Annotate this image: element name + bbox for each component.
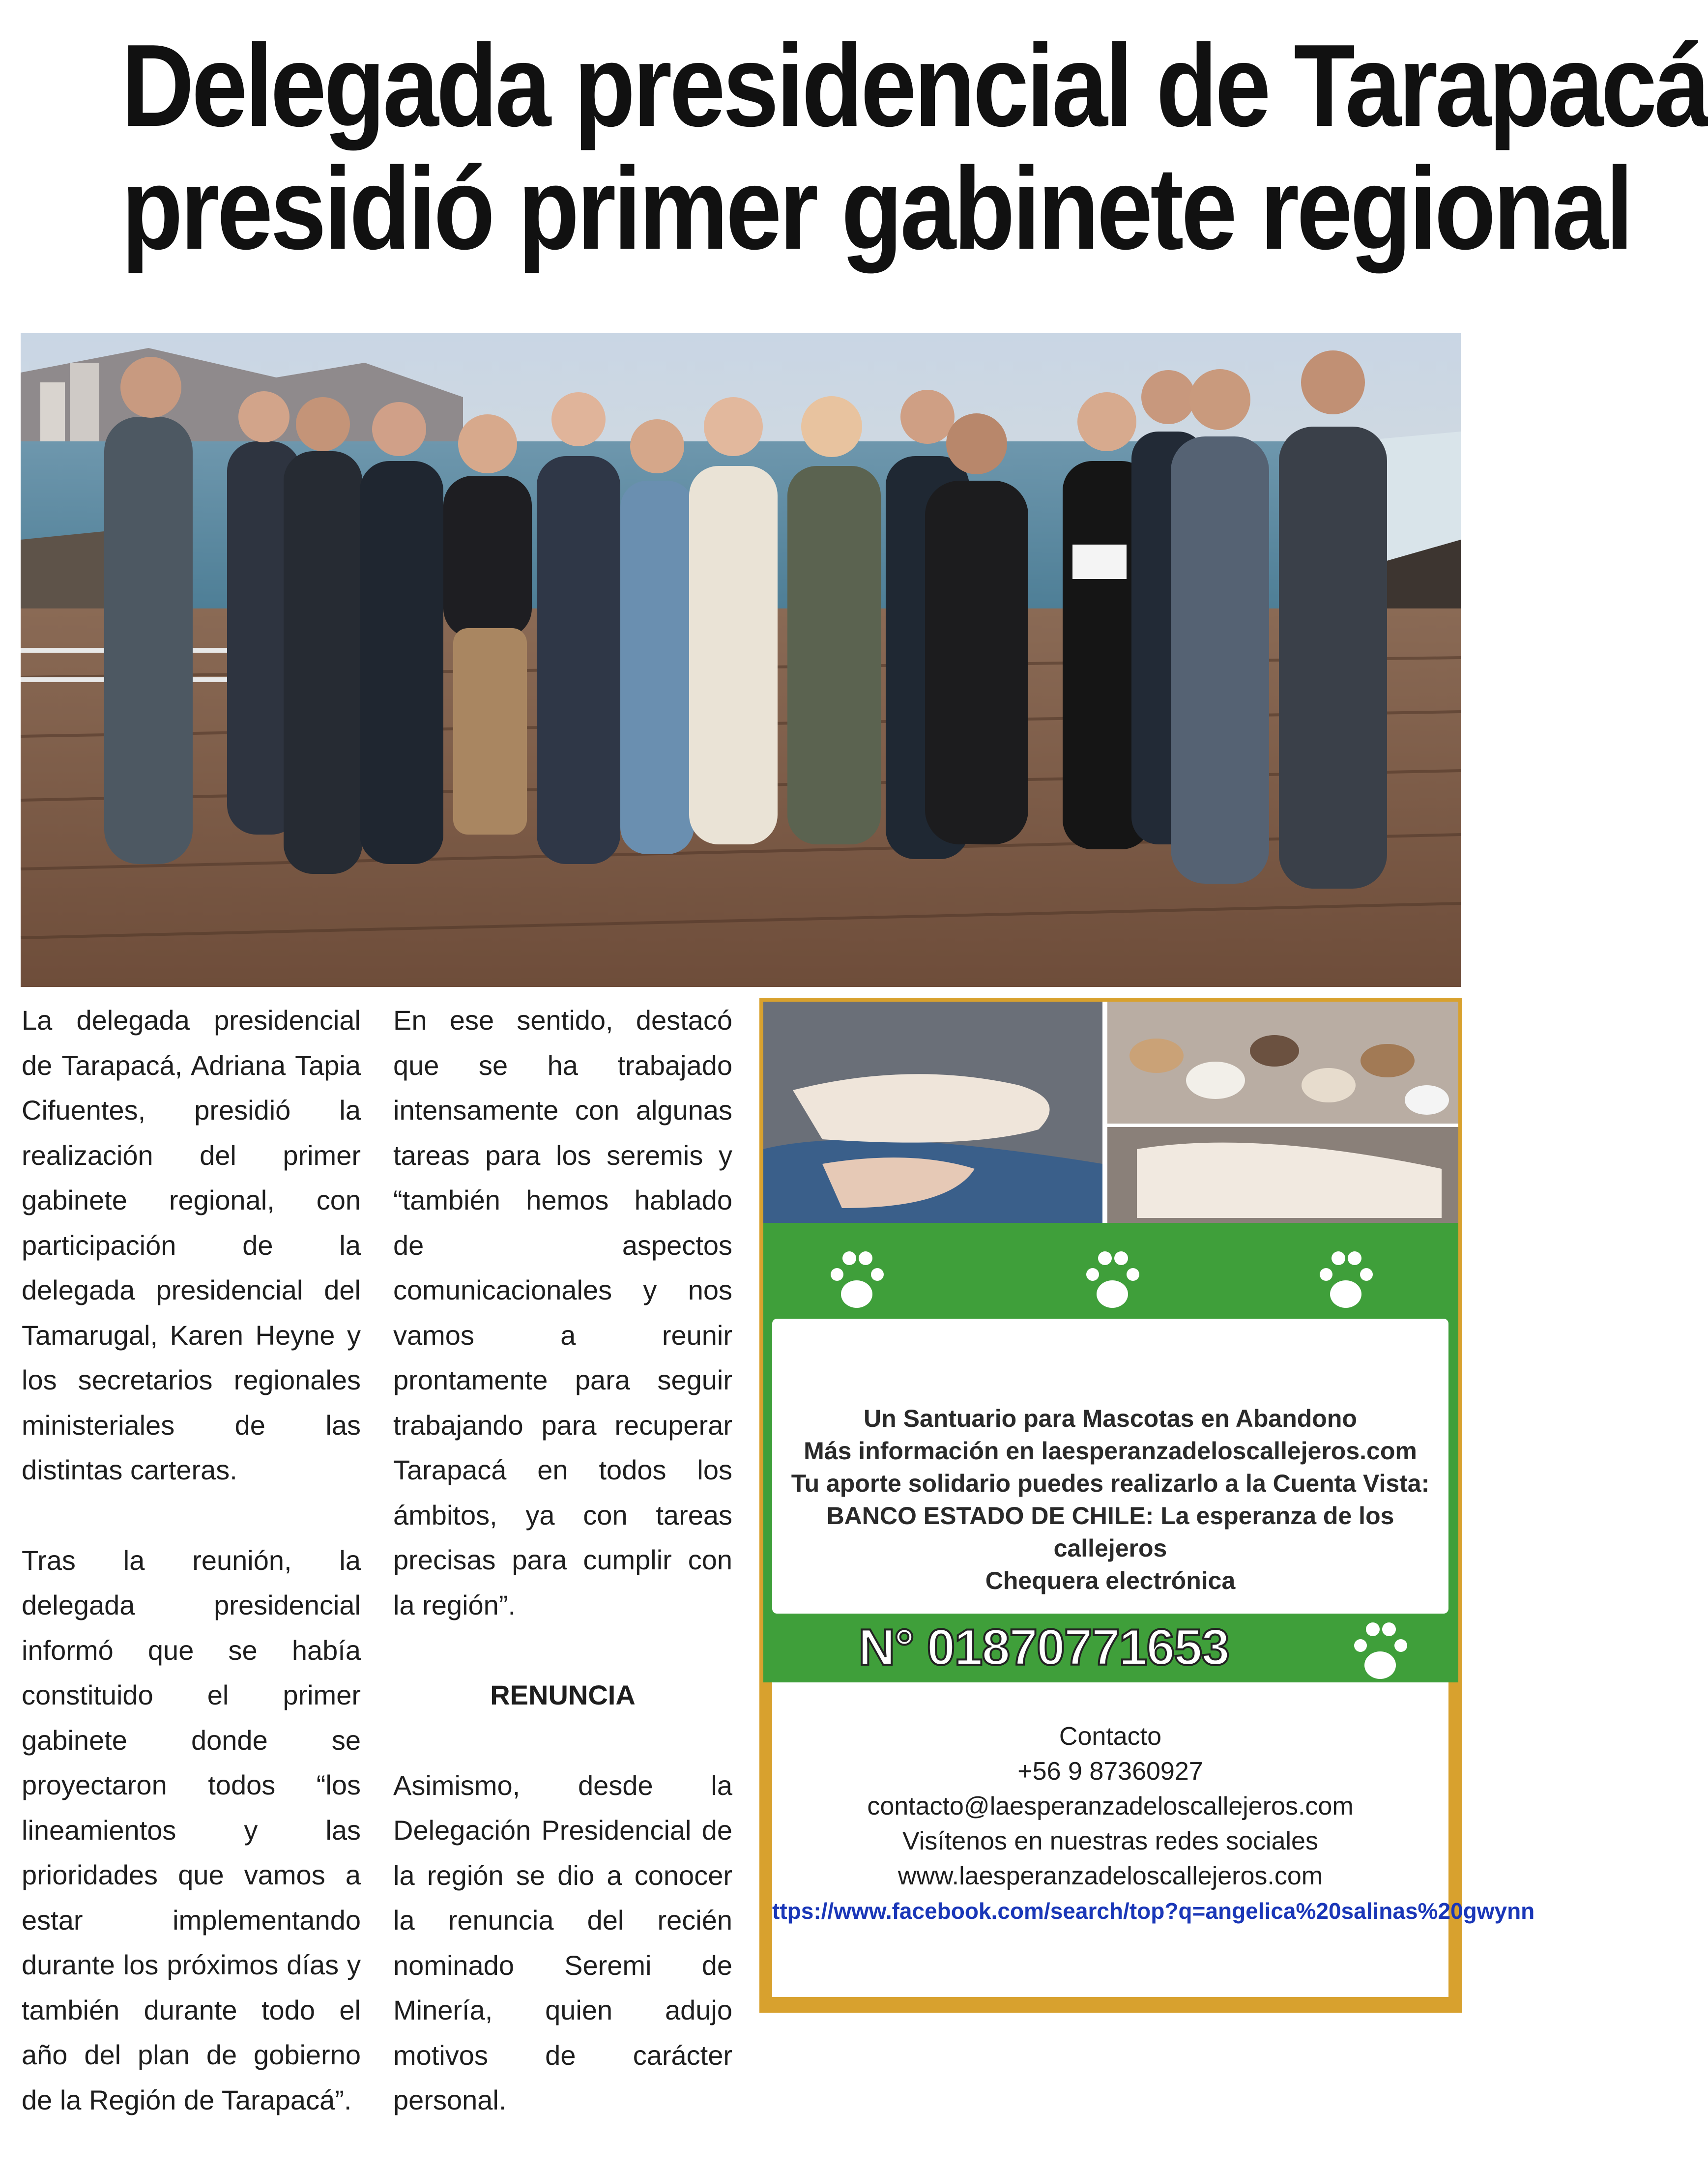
section-subhead: RENUNCIA — [490, 1679, 636, 1710]
paw-icon — [1083, 1247, 1142, 1311]
contact-phone: +56 9 87360927 — [1017, 1757, 1203, 1786]
ad-line: BANCO ESTADO DE CHILE: La esperanza de los callejeros — [826, 1502, 1394, 1562]
ad-line: Chequera electrónica — [985, 1567, 1236, 1594]
headline — [121, 21, 1708, 274]
contact-email: contacto@laesperanzadeloscallejeros.com — [867, 1792, 1354, 1821]
paw-icon — [827, 1247, 886, 1311]
paw-icon — [1316, 1247, 1375, 1311]
article-paragraph: En ese sentido, destacó que se ha trabajado intensamente con algunas tareas para los seremis y “también hemos hablado de aspectos comunicacionales y nos vamos a reunir prontamente para seguir trabajando para recuperar Tarapacá en todos los ámbitos, ya con tareas precisas para cumplir con la región”. — [393, 1005, 732, 1620]
account-number: N° 01870771653 — [858, 1619, 1229, 1676]
contact-social: Visítenos en nuestras redes sociales — [902, 1827, 1318, 1855]
article-paragraph: Asimismo, desde la Delegación Presidencial de la región se dio a conocer la renuncia del recién nominado Seremi de Minería, quien adujo motivos de carácter personal. — [393, 1769, 732, 2115]
ad-line: Más información en laesperanzadeloscallejeros.com — [804, 1437, 1417, 1465]
ad-line: Tu aporte solidario puedes realizarlo a la Cuenta Vista: — [791, 1470, 1430, 1497]
advertisement — [759, 998, 1535, 2013]
article-column-1 — [22, 998, 361, 2168]
contact-title: Contacto — [1059, 1722, 1162, 1751]
article-paragraph: La delegada presidencial de Tarapacá, Adriana Tapia Cifuentes, presidió la realización del primer gabinete regional, con participación de la delegada presidencial del Tamarugal, Karen Heyne y los secretarios regionales ministeriales de las distintas carteras. — [22, 1005, 361, 1485]
headline-line-2: presidió primer gabinete regional — [121, 144, 1631, 274]
ad-photos — [763, 1002, 1458, 1223]
ad-contact-text — [772, 1719, 1535, 1929]
contact-website: www.laesperanzadeloscallejeros.com — [897, 1862, 1323, 1890]
article-paragraph: Tras la reunión, la delegada presidencial informó que se había constituido el primer gabinete donde se proyectaron todos “los lineamientos y las prioridades que vamos a estar implementando durante los próximos días y también durante todo el año del plan de gobierno de la Región de Tarapacá”. — [22, 1544, 361, 2115]
ad-line: Un Santuario para Mascotas en Abandono — [864, 1405, 1357, 1432]
group-photo — [21, 333, 1461, 987]
paw-icon — [1351, 1619, 1410, 1682]
facebook-link[interactable]: ttps://www.facebook.com/search/top?q=angelica%20salinas%20gwynn — [772, 1898, 1535, 1924]
article-column-2 — [393, 998, 732, 2168]
ad-info-text — [772, 1402, 1448, 1597]
headline-line-1: Delegada presidencial de Tarapacá — [121, 21, 1708, 151]
